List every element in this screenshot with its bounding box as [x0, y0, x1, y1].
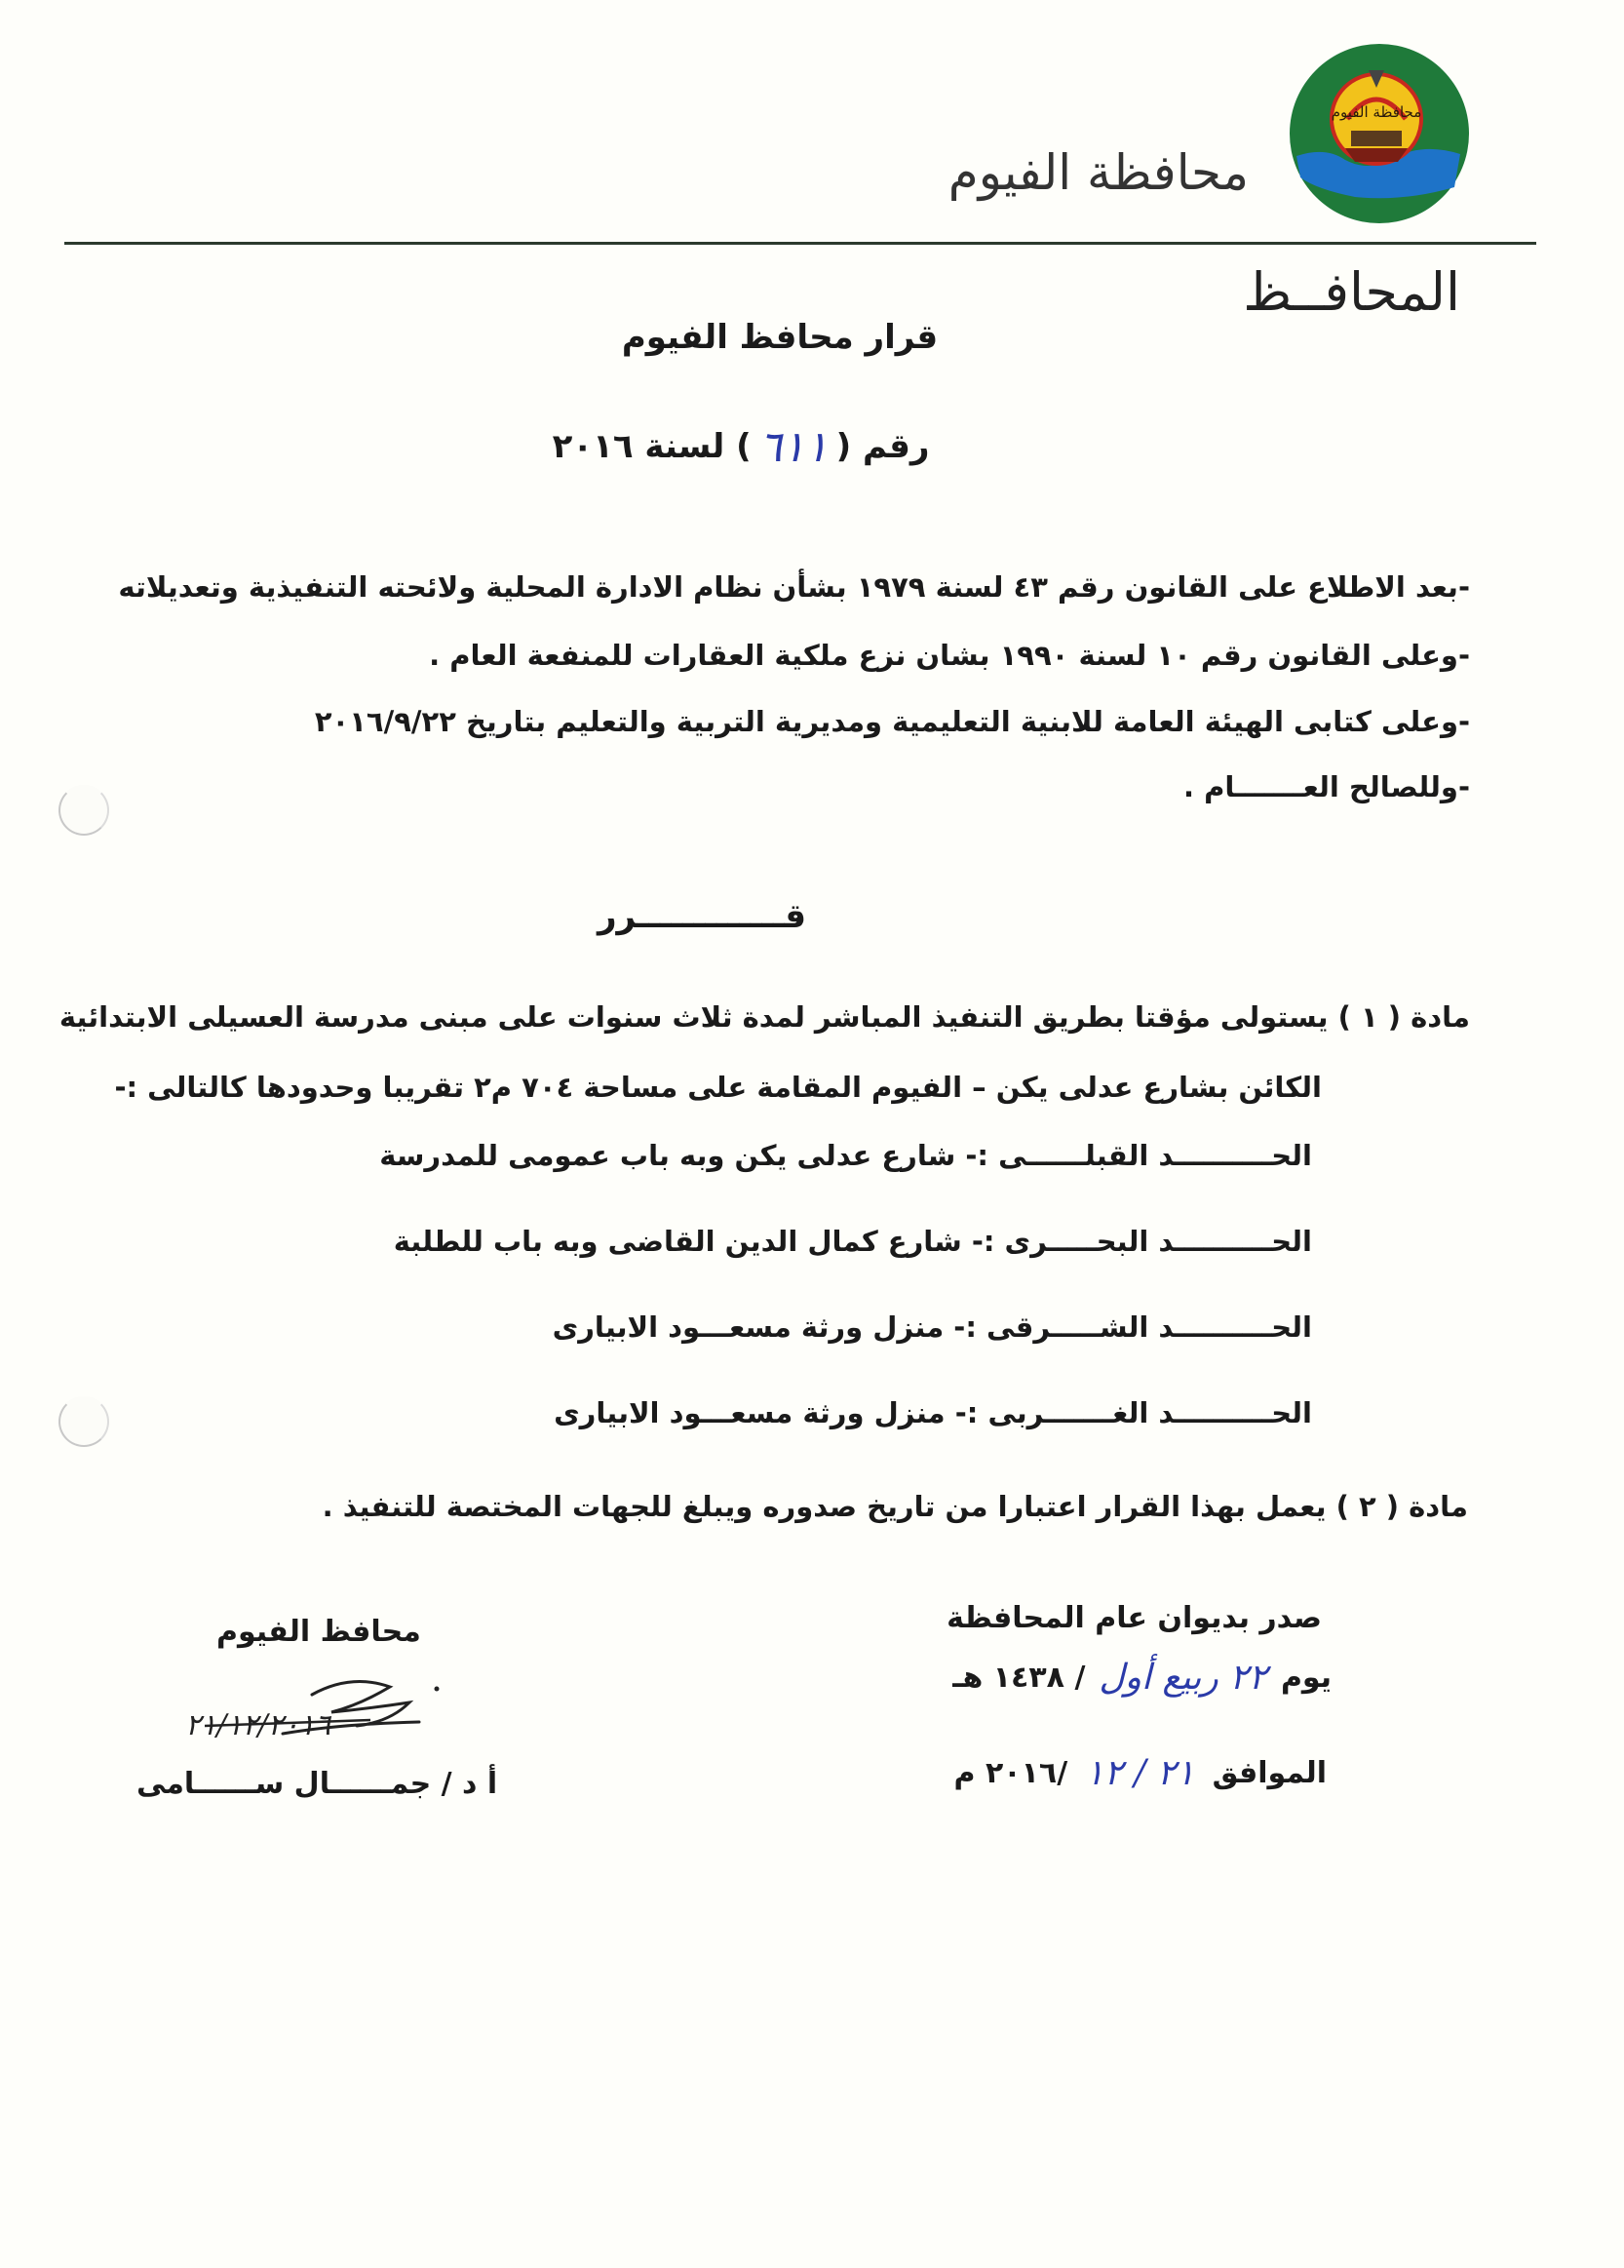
hijri-suffix: / ١٤٣٨ هـ	[952, 1661, 1086, 1695]
boundary-north: الحــــــــــد البحـــــرى :- شارع كمال الدين القاضى وبه باب للطلبة	[393, 1225, 1312, 1258]
decree-number-handwritten: ٦١١	[758, 421, 829, 472]
signature-date: ٢١/١٢/٢٠١٦	[185, 1708, 331, 1742]
article-1-line-2: الكائن بشارع عدلى يكن – الفيوم المقامة على مساحة ٧٠٤ م٢ تقريبا وحدودها كالتالى :-	[114, 1071, 1322, 1104]
article-1-line-1: مادة ( ١ ) يستولى مؤقتا بطريق التنفيذ المباشر لمدة ثلاث سنوات على مبنى مدرسة العسيلى الابتدائية	[58, 1000, 1470, 1034]
greg-handwritten: ٢١ / ١٢	[1085, 1753, 1195, 1793]
decree-number-line	[478, 417, 1004, 476]
decides-heading: قـــــــــــــرر	[597, 897, 807, 936]
signatory-name: أ د / جمــــــال ســــــامى	[136, 1767, 498, 1801]
preamble-line: -وللصالح العـــــــام .	[1183, 770, 1470, 803]
header-divider	[64, 242, 1536, 245]
preamble-line: -وعلى القانون رقم ١٠ لسنة ١٩٩٠ بشان نزع ملكية العقارات للمنفعة العام .	[429, 639, 1470, 672]
punch-hole	[58, 785, 109, 836]
issued-gregorian-date	[954, 1753, 1327, 1793]
hijri-handwritten: ٢٢ ربيع أول	[1099, 1658, 1267, 1698]
governorate-logo	[1287, 41, 1472, 226]
hijri-prefix: يوم	[1280, 1661, 1332, 1695]
preamble-line: -وعلى كتابى الهيئة العامة للابنية التعليمية ومديرية التربية والتعليم بتاريخ ٢٠١٦/٩/٢٢	[314, 705, 1470, 738]
boundary-west: الحــــــــــد الغـــــــربى :- منزل ورثة مسعـــود الابيارى	[554, 1396, 1312, 1429]
decree-number-prefix: رقم (	[835, 427, 930, 466]
greg-prefix: الموافق	[1212, 1756, 1327, 1790]
preamble-line: -بعد الاطلاع على القانون رقم ٤٣ لسنة ١٩٧٩ بشأن نظام الادارة المحلية ولائحته التنفيذية وتعديلاته	[118, 570, 1470, 604]
governorate-name: محافظة الفيوم	[947, 144, 1249, 201]
issued-hijri-date	[952, 1658, 1332, 1698]
decree-title: قرار محافظ الفيوم	[621, 318, 939, 357]
boundary-east: الحــــــــــد الشـــــرقى :- منزل ورثة مسعـــود الابيارى	[552, 1310, 1312, 1344]
punch-hole	[58, 1396, 109, 1447]
boundary-south: الحــــــــــد القبلــــــى :- شارع عدلى يكن وبه باب عمومى للمدرسة	[379, 1139, 1312, 1172]
decree-number-suffix: ) لسنة ٢٠١٦	[552, 427, 752, 466]
article-2: مادة ( ٢ ) يعمل بهذا القرار اعتبارا من تاريخ صدوره ويبلغ للجهات المختصة للتنفيذ .	[322, 1490, 1468, 1523]
greg-suffix: /٢٠١٦ م	[953, 1756, 1068, 1790]
logo-text: محافظة الفيوم	[1331, 103, 1422, 121]
issued-label: صدر بديوان عام المحافظة	[947, 1601, 1322, 1635]
office-title: المحافــظ	[1243, 261, 1460, 323]
signatory-title: محافظ الفيوم	[216, 1615, 421, 1649]
